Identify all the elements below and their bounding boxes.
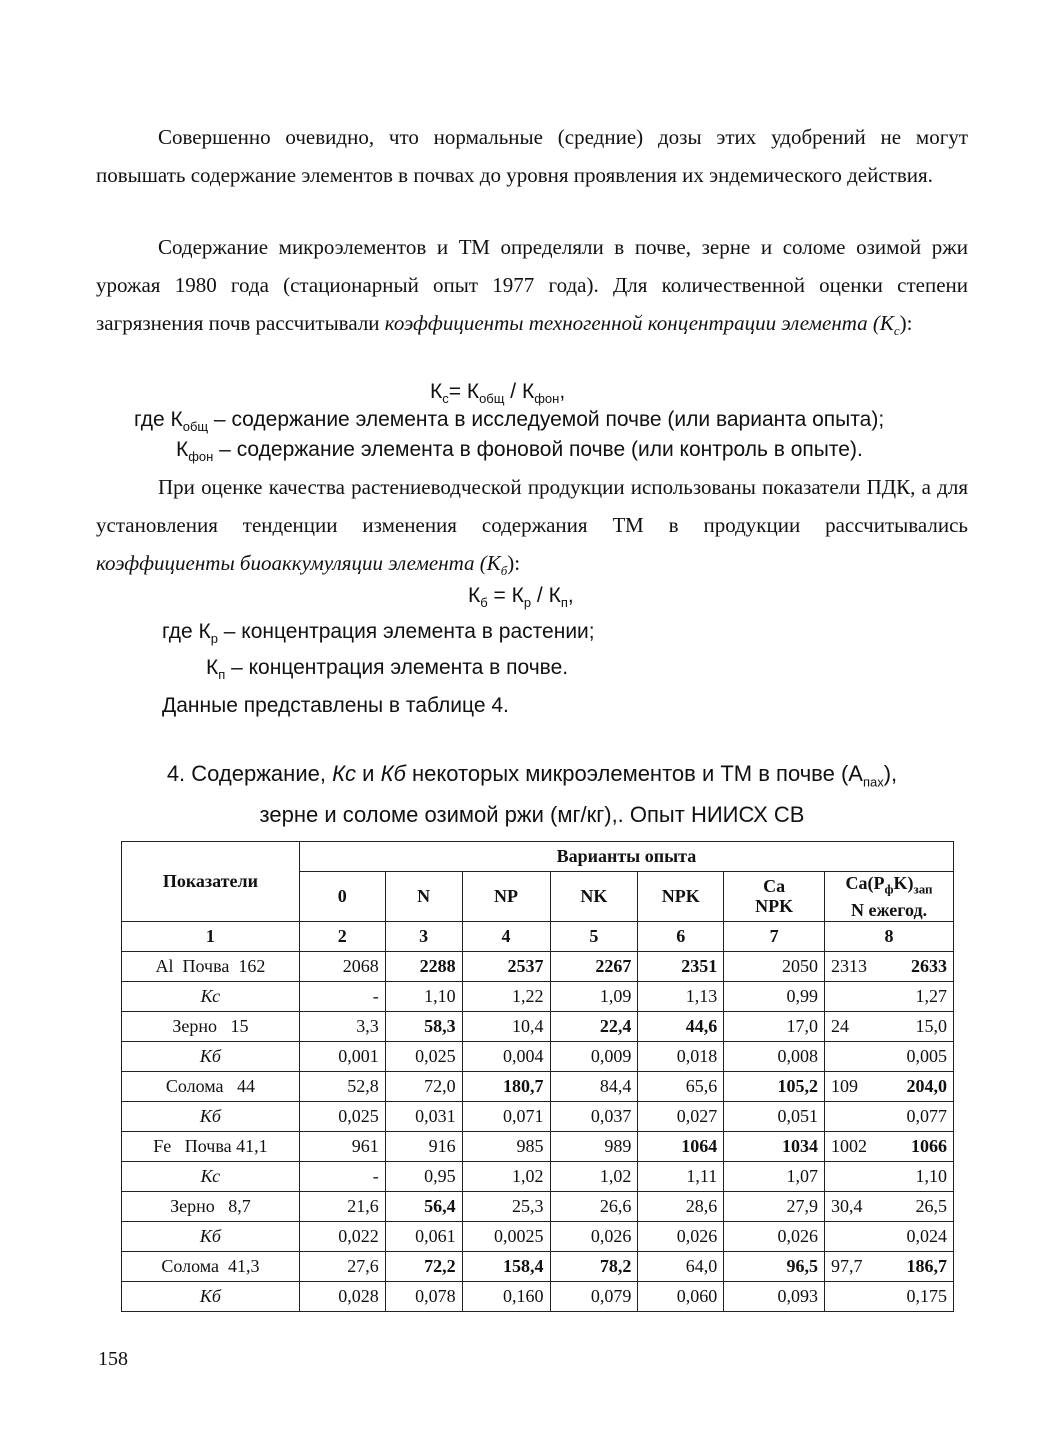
- cell-value-b: 0,077: [906, 1105, 947, 1126]
- table-cell: 0,026: [550, 1221, 638, 1251]
- table-cell: 0,025: [299, 1101, 385, 1131]
- variant-col-header-ca-npk: Ca NPK: [724, 872, 825, 922]
- table-cell: 0,95: [385, 1161, 462, 1191]
- table-cell: 25,3: [462, 1191, 550, 1221]
- page-number: 158: [98, 1348, 128, 1370]
- data-note: Данные представлены в таблице 4.: [162, 694, 509, 717]
- table-cell: 0,078: [385, 1281, 462, 1311]
- table-cell: 2267: [550, 951, 638, 981]
- table-cell: 989: [550, 1131, 638, 1161]
- table-cell-last: [825, 1281, 954, 1311]
- table-cell: 3,3: [299, 1011, 385, 1041]
- row-label: Кс: [122, 1161, 300, 1191]
- table-cell: 180,7: [462, 1071, 550, 1101]
- table-cell: 56,4: [385, 1191, 462, 1221]
- table-cell: 27,9: [724, 1191, 825, 1221]
- table-cell: 1,07: [724, 1161, 825, 1191]
- cell-value-b: 26,5: [915, 1195, 947, 1216]
- row-label: Кб: [122, 1101, 300, 1131]
- cell-value-a: 97,7: [831, 1255, 863, 1276]
- table-row: [122, 1251, 954, 1281]
- row-label: Кб: [122, 1041, 300, 1071]
- table-row: [122, 1101, 954, 1131]
- table-caption: [96, 757, 968, 831]
- table-cell: 2288: [385, 951, 462, 981]
- table-cell-last: [825, 1011, 954, 1041]
- header-indicators: Показатели: [122, 842, 300, 922]
- table-cell: 0,071: [462, 1101, 550, 1131]
- paragraph-1-text: Совершенно очевидно, что нормальные (средние) дозы этих удобрений не могут повышать содержание элементов в почвах до уровня проявления их эндемического действия.: [96, 125, 968, 187]
- table-cell: 52,8: [299, 1071, 385, 1101]
- table-cell: 0,051: [724, 1101, 825, 1131]
- table-cell: 0,025: [385, 1041, 462, 1071]
- table-cell: 72,0: [385, 1071, 462, 1101]
- table-cell: 65,6: [638, 1071, 724, 1101]
- row-label: Кб: [122, 1221, 300, 1251]
- paragraph-3-text: При оценке качества растениеводческой продукции использованы показатели ПДК, а для установления тенденции изменения содержания ТМ в продукции рассчитывались: [96, 475, 968, 537]
- col-number: 1: [122, 921, 300, 951]
- row-label: Al Почва 162: [122, 951, 300, 981]
- table-cell: 1064: [638, 1131, 724, 1161]
- table-row: [122, 1071, 954, 1101]
- paragraph-2-term: коэффициенты техногенной концентрации элемента ($К_с$: [384, 311, 900, 339]
- cell-value-a: 24: [831, 1015, 850, 1036]
- table-cell: 0,99: [724, 981, 825, 1011]
- paragraph-2: [96, 228, 968, 350]
- row-label: Fe Почва 41,1: [122, 1131, 300, 1161]
- table-cell: 0,008: [724, 1041, 825, 1071]
- table-cell-last: [825, 1161, 954, 1191]
- table-cell-last: [825, 1041, 954, 1071]
- table-cell-last: [825, 951, 954, 981]
- table-cell-last: [825, 1191, 954, 1221]
- table-row: [122, 951, 954, 981]
- table-row: [122, 1041, 954, 1071]
- col-number: 2: [299, 921, 385, 951]
- table-cell: 0,028: [299, 1281, 385, 1311]
- col-number: 6: [638, 921, 724, 951]
- table-cell: 1,13: [638, 981, 724, 1011]
- cell-value-b: 1,27: [915, 985, 947, 1006]
- table-cell: 0,009: [550, 1041, 638, 1071]
- cell-value-b: 0,005: [906, 1045, 947, 1066]
- paragraph-3: [96, 468, 968, 590]
- table-cell: 27,6: [299, 1251, 385, 1281]
- table-row: [122, 1011, 954, 1041]
- table-cell: 72,2: [385, 1251, 462, 1281]
- table-cell: 1,02: [462, 1161, 550, 1191]
- table-row: [122, 1161, 954, 1191]
- col-number: 3: [385, 921, 462, 951]
- row-label: Зерно 8,7: [122, 1191, 300, 1221]
- cell-value-b: 0,175: [906, 1285, 947, 1306]
- col-number: 8: [825, 921, 954, 951]
- table-row: [122, 981, 954, 1011]
- table-cell: 22,4: [550, 1011, 638, 1041]
- row-label: Кб: [122, 1281, 300, 1311]
- cell-value-b: 1066: [911, 1135, 947, 1156]
- cell-value-b: 1,10: [915, 1165, 947, 1186]
- table-cell: 916: [385, 1131, 462, 1161]
- table-cell: 78,2: [550, 1251, 638, 1281]
- definition-kp: $К_п$ – концентрация элемента в почве.: [206, 656, 569, 683]
- paragraph-2-end: ):: [899, 311, 913, 335]
- col-number: 7: [724, 921, 825, 951]
- table-cell: 0,004: [462, 1041, 550, 1071]
- row-label: Солома 41,3: [122, 1251, 300, 1281]
- table-cell: 1,22: [462, 981, 550, 1011]
- table-cell: 58,3: [385, 1011, 462, 1041]
- table-cell: 1,10: [385, 981, 462, 1011]
- table-cell: 0,026: [638, 1221, 724, 1251]
- table-cell: 21,6: [299, 1191, 385, 1221]
- row-label: Солома 44: [122, 1071, 300, 1101]
- paragraph-1: [96, 118, 968, 194]
- table-cell-last: [825, 1101, 954, 1131]
- table-cell: 1034: [724, 1131, 825, 1161]
- table-body: [122, 951, 954, 1311]
- table-cell: 84,4: [550, 1071, 638, 1101]
- variant-col-header: NPK: [638, 872, 724, 922]
- paragraph-3-term: коэффициенты биоаккумуляции элемента ($К_б$: [96, 551, 508, 579]
- cell-value-a: 2313: [831, 955, 868, 976]
- cell-value-b: 0,024: [906, 1225, 947, 1246]
- table-cell: 985: [462, 1131, 550, 1161]
- table-cell: 961: [299, 1131, 385, 1161]
- table-cell: 28,6: [638, 1191, 724, 1221]
- table-cell: 0,001: [299, 1041, 385, 1071]
- table-cell: 10,4: [462, 1011, 550, 1041]
- table-cell: -: [299, 1161, 385, 1191]
- formula-kb: $К_б = К_р / К_п$,: [468, 584, 574, 611]
- variant-col-header: NK: [550, 872, 638, 922]
- table-cell: 0,022: [299, 1221, 385, 1251]
- table-row: [122, 1281, 954, 1311]
- definition-kobsh: где $К_{общ}$ – содержание элемента в исследуемой почве (или варианта опыта);: [134, 408, 885, 435]
- cell-value-b: 204,0: [906, 1075, 947, 1096]
- column-number-row: [122, 921, 954, 951]
- header-variants: Варианты опыта: [299, 842, 953, 872]
- caption-line-1: 4. Содержание, Кс и Кб некоторых микроэлементов и ТМ в почве $(А_{пах})$,: [166, 761, 898, 790]
- table-cell: 2537: [462, 951, 550, 981]
- col-number: 5: [550, 921, 638, 951]
- row-label: Кс: [122, 981, 300, 1011]
- table-cell: 0,093: [724, 1281, 825, 1311]
- table-cell: 0,160: [462, 1281, 550, 1311]
- table-cell: 0,031: [385, 1101, 462, 1131]
- table-cell: 105,2: [724, 1071, 825, 1101]
- table-cell: 0,018: [638, 1041, 724, 1071]
- col-number: 4: [462, 921, 550, 951]
- table-cell: 2068: [299, 951, 385, 981]
- cell-value-a: 30,4: [831, 1195, 863, 1216]
- definition-kfon: $К_{фон}$ – содержание элемента в фоновой почве (или контроль в опыте).: [176, 438, 863, 465]
- table-cell-last: [825, 1251, 954, 1281]
- definition-kr: где $К_р$ – концентрация элемента в растении;: [162, 620, 595, 647]
- table-cell-last: [825, 1131, 954, 1161]
- table-row: [122, 1191, 954, 1221]
- table-cell: 1,11: [638, 1161, 724, 1191]
- table-cell: 96,5: [724, 1251, 825, 1281]
- data-table: [121, 841, 954, 1312]
- cell-value-b: 186,7: [906, 1255, 947, 1276]
- table-cell: 0,079: [550, 1281, 638, 1311]
- table-cell-last: [825, 1221, 954, 1251]
- table-cell: 2351: [638, 951, 724, 981]
- cell-value-a: 109: [831, 1075, 859, 1096]
- table-cell: 0,061: [385, 1221, 462, 1251]
- variant-col-header: NP: [462, 872, 550, 922]
- formula-kc: $К_с= К_{общ} / К_{фон}$,: [430, 380, 566, 407]
- table-cell: 158,4: [462, 1251, 550, 1281]
- table-cell-last: [825, 1071, 954, 1101]
- table-cell: 0,060: [638, 1281, 724, 1311]
- table-cell: 1,02: [550, 1161, 638, 1191]
- table-cell: 0,027: [638, 1101, 724, 1131]
- table-cell: 26,6: [550, 1191, 638, 1221]
- paragraph-2-text: Содержание микроэлементов и ТМ определяли в почве, зерне и соломе озимой ржи урожая 1980 года (стационарный опыт 1977 года). Для количественной оценки степени загрязнения почв рассчитывали: [96, 235, 968, 335]
- table-cell: 2050: [724, 951, 825, 981]
- table-cell: 0,037: [550, 1101, 638, 1131]
- table-cell: 0,026: [724, 1221, 825, 1251]
- table-row: [122, 1131, 954, 1161]
- variant-col-header: N: [385, 872, 462, 922]
- cell-value-a: 1002: [831, 1135, 868, 1156]
- variant-col-header-ca-pk-n: $Ca(P_фK)_{зап}$ N ежегод.: [825, 872, 954, 922]
- table-cell: -: [299, 981, 385, 1011]
- paragraph-3-end: ):: [507, 551, 521, 575]
- table-row: [122, 1221, 954, 1251]
- cell-value-b: 2633: [911, 955, 947, 976]
- table-cell: 17,0: [724, 1011, 825, 1041]
- caption-line-2: зерне и соломе озимой ржи (мг/кг),. Опыт НИИСХ СВ: [259, 802, 805, 828]
- cell-value-b: 15,0: [915, 1015, 947, 1036]
- variant-col-header: 0: [299, 872, 385, 922]
- table-cell: 0,0025: [462, 1221, 550, 1251]
- table-cell: 64,0: [638, 1251, 724, 1281]
- table-cell: 44,6: [638, 1011, 724, 1041]
- table-cell: 1,09: [550, 981, 638, 1011]
- row-label: Зерно 15: [122, 1011, 300, 1041]
- table-cell-last: [825, 981, 954, 1011]
